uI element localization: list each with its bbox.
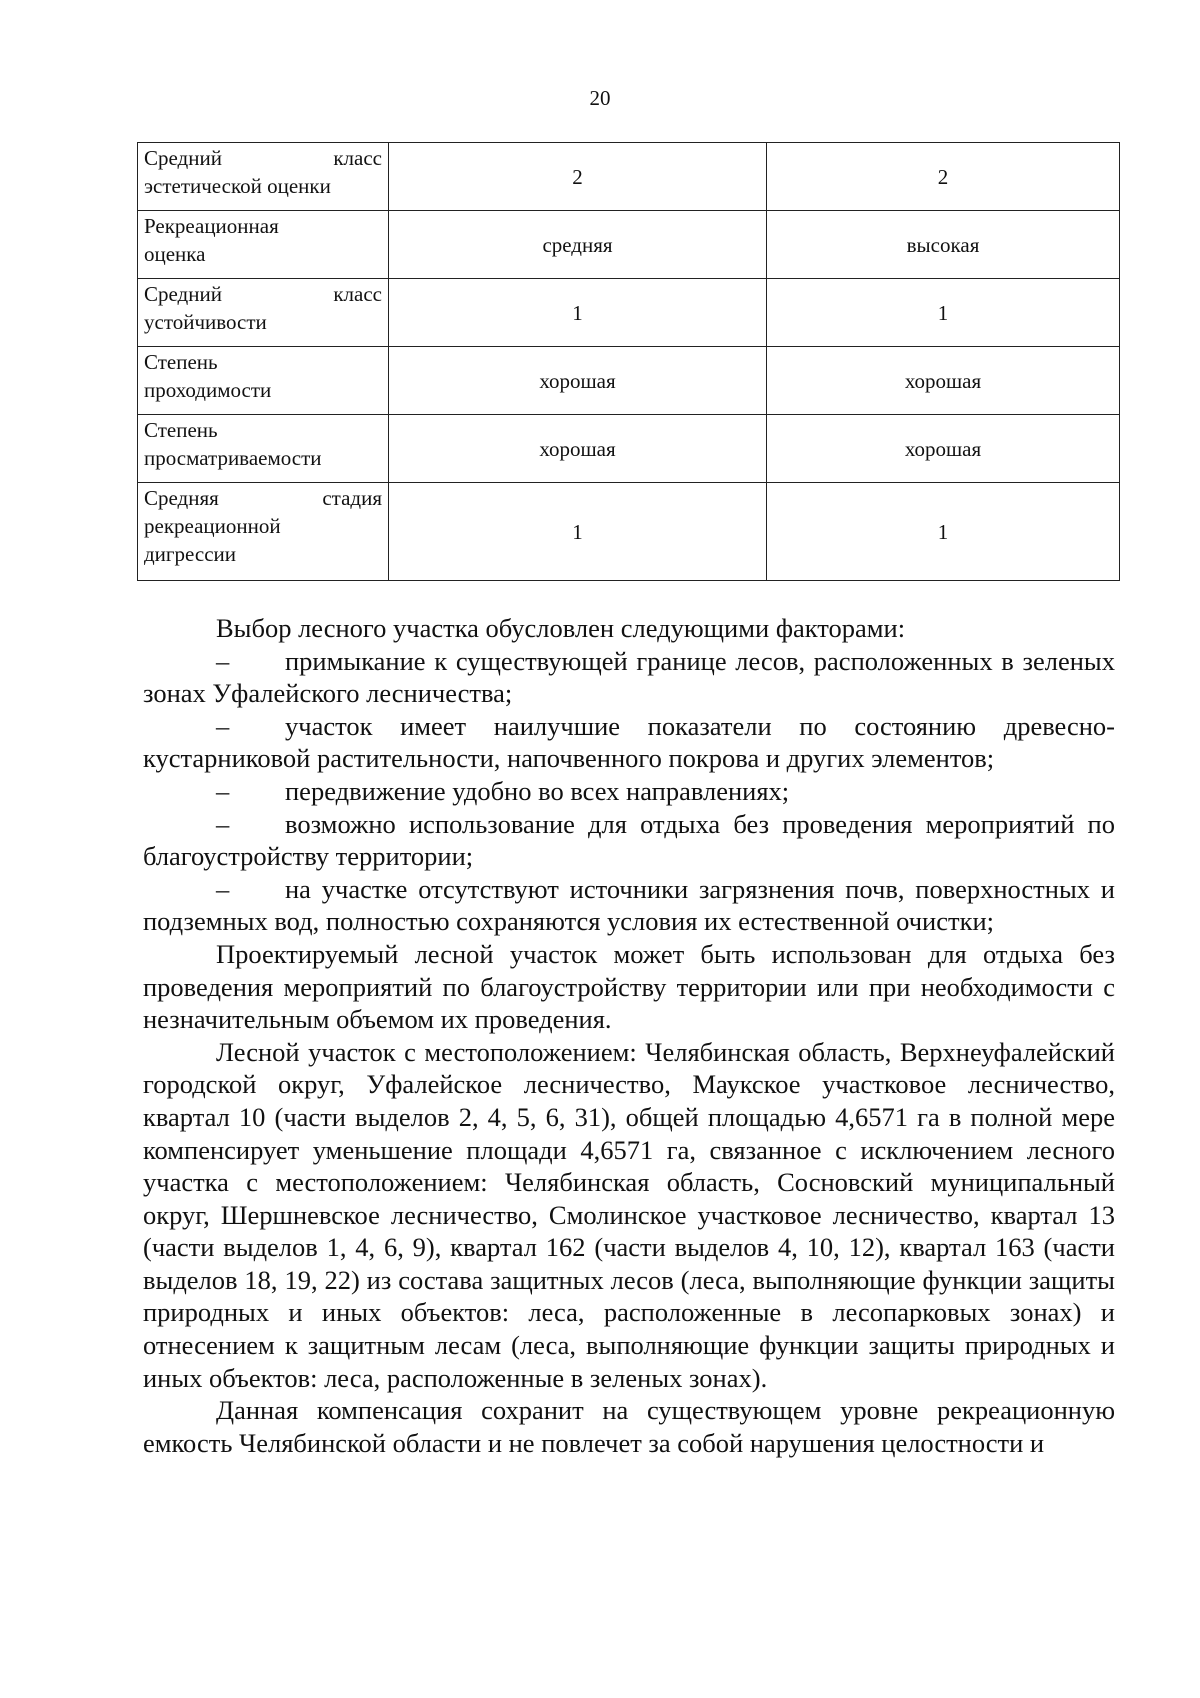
row-label-part: Степень bbox=[144, 418, 218, 442]
row-label-part: Средний bbox=[144, 146, 222, 170]
factor-item bbox=[143, 775, 1115, 808]
value-cell: хорошая bbox=[389, 347, 767, 415]
page-number: 20 bbox=[589, 86, 611, 110]
body-text bbox=[143, 612, 1115, 1459]
table-row bbox=[138, 143, 1120, 211]
row-label-part: стадия bbox=[322, 486, 382, 510]
factor-text: примыкание к существующей границе лесов, расположенных в зеленых зонах Уфалейского лесничества; bbox=[143, 645, 1115, 709]
row-label-part: класс bbox=[333, 146, 382, 170]
row-label-part: просматриваемости bbox=[144, 446, 322, 470]
table-row bbox=[138, 211, 1120, 279]
row-label-part: Средняя bbox=[144, 486, 219, 510]
table-row bbox=[138, 279, 1120, 347]
value-cell: 1 bbox=[767, 483, 1120, 581]
value-cell: 2 bbox=[389, 143, 767, 211]
table-row bbox=[138, 347, 1120, 415]
value-cell: хорошая bbox=[767, 415, 1120, 483]
row-label bbox=[138, 211, 389, 279]
row-label-part: оценка bbox=[144, 242, 206, 266]
paragraph: Данная компенсация сохранит на существующем уровне рекреационную емкость Челябинской области и не повлечет за собой нарушения целостности и bbox=[143, 1395, 1115, 1458]
row-label-part: рекреационной bbox=[144, 514, 281, 538]
value-cell: хорошая bbox=[767, 347, 1120, 415]
dash-marker: – bbox=[216, 775, 230, 806]
value-cell: высокая bbox=[767, 211, 1120, 279]
paragraph: Лесной участок с местоположением: Челябинская область, Верхнеуфалейский городской округ, Уфалейское лесничество, Маукское участковое лесничество, квартал 10 (части выделов 2, 4, 5, 6, 31), общей площадью 4,6571 га в полной мере компенсирует уменьшение площади 4,6571 га, связанное с исключением лесного участка с местоположением: Челябинская область, Сосновский муниципальный округ, Шершневское лесничество, Смолинское участковое лесничество, квартал 13 (части выделов 1, 4, 6, 9), квартал 162 (части выделов 4, 10, 12), квартал 163 (части выделов 18, 19, 22) из состава защитных лесов (леса, выполняющие функции защиты природных и иных объектов: леса, расположенные в лесопарковых зонах) и отнесением к защитным лесам (леса, выполняющие функции защиты природных и иных объектов: леса, расположенные в зеленых зонах). bbox=[143, 1036, 1115, 1393]
row-label bbox=[138, 143, 389, 211]
factor-text: возможно использование для отдыха без проведения мероприятий по благоустройству территории; bbox=[143, 808, 1115, 872]
factor-item bbox=[143, 873, 1115, 938]
factor-item bbox=[143, 808, 1115, 873]
row-label bbox=[138, 483, 389, 581]
dash-marker: – bbox=[216, 873, 230, 904]
value-cell: средняя bbox=[389, 211, 767, 279]
value-cell: 1 bbox=[767, 279, 1120, 347]
factor-item bbox=[143, 710, 1115, 775]
dash-marker: – bbox=[216, 808, 230, 839]
factor-text: участок имеет наилучшие показатели по состоянию древесно-кустарниковой растительности, напочвенного покрова и других элементов; bbox=[143, 710, 1115, 774]
row-label bbox=[138, 415, 389, 483]
row-label bbox=[138, 279, 389, 347]
paragraph: Проектируемый лесной участок может быть использован для отдыха без проведения мероприятий по благоустройству территории или при необходимости с незначительным объемом их проведения. bbox=[143, 938, 1115, 1035]
value-cell: 1 bbox=[389, 279, 767, 347]
row-label-part: класс bbox=[333, 282, 382, 306]
characteristics-table bbox=[137, 142, 1120, 581]
dash-marker: – bbox=[216, 645, 230, 676]
table-row bbox=[138, 415, 1120, 483]
factor-item bbox=[143, 645, 1115, 710]
row-label bbox=[138, 347, 389, 415]
row-label-part: проходимости bbox=[144, 378, 272, 402]
factors-intro: Выбор лесного участка обусловлен следующими факторами: bbox=[216, 613, 906, 643]
factor-text: передвижение удобно во всех направлениях; bbox=[285, 775, 790, 806]
row-label-part: Степень bbox=[144, 350, 218, 374]
row-label-part: эстетической оценки bbox=[144, 174, 331, 198]
dash-marker: – bbox=[216, 710, 230, 741]
value-cell: 1 bbox=[389, 483, 767, 581]
row-label-part: Средний bbox=[144, 282, 222, 306]
row-label-part: дигрессии bbox=[144, 542, 236, 566]
table-row bbox=[138, 483, 1120, 581]
value-cell: 2 bbox=[767, 143, 1120, 211]
row-label-part: устойчивости bbox=[144, 310, 267, 334]
value-cell: хорошая bbox=[389, 415, 767, 483]
row-label-part: Рекреационная bbox=[144, 214, 279, 238]
factor-text: на участке отсутствуют источники загрязнения почв, поверхностных и подземных вод, полностью сохраняются условия их естественной очистки; bbox=[143, 873, 1115, 937]
